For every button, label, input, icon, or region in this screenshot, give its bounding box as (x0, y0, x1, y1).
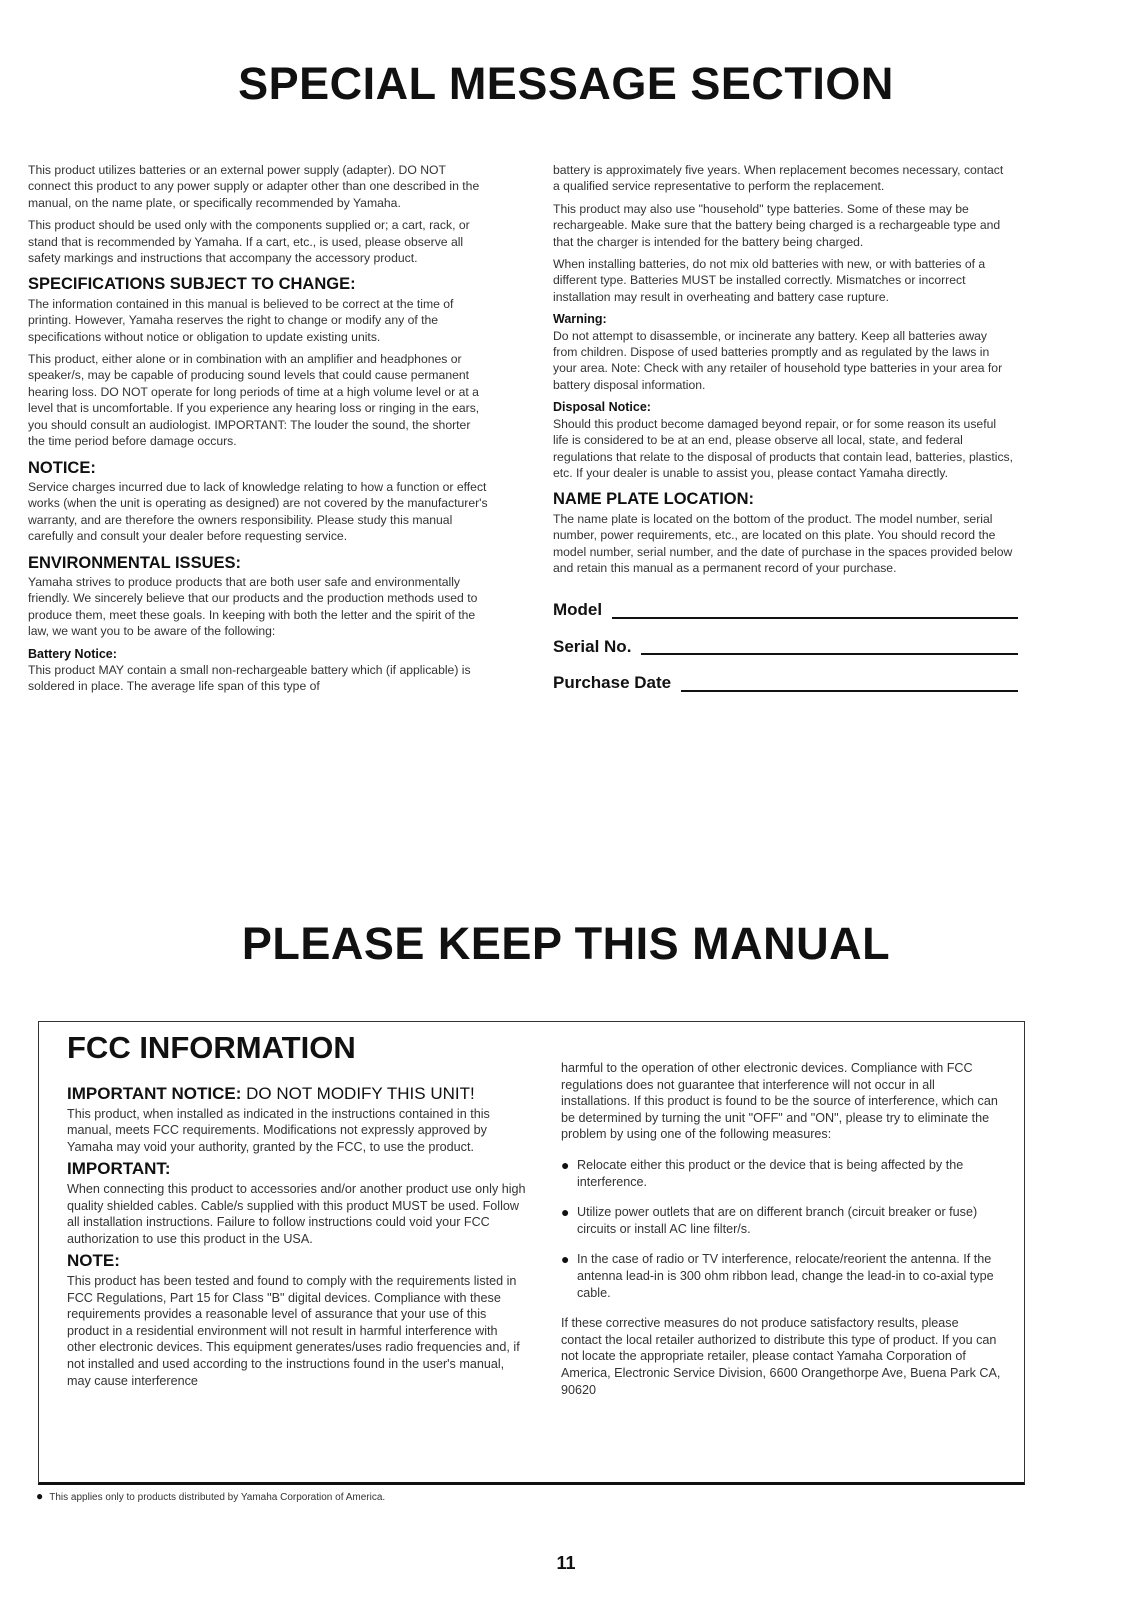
fcc-title: FCC INFORMATION (67, 1030, 356, 1065)
paragraph: battery is approximately five years. When replacement becomes necessary, contact a qualified service representative to perform the replacement. (553, 163, 1004, 194)
section-heading-specifications: SPECIFICATIONS SUBJECT TO CHANGE: (28, 275, 356, 294)
bullet-icon: ● (36, 1489, 44, 1503)
paragraph: Service charges incurred due to lack of knowledge relating to how a function or effect works (when the unit is operating as designed) are not covered by the manufacturer's warranty, and are therefore the owners responsibility. Please study this manual carefully and consult your dealer before requesting service. (28, 479, 488, 544)
left-column (28, 162, 488, 701)
paragraph: When installing batteries, do not mix old batteries with new, or with batteries of a different type. Batteries MUST be installed correctly. Mismatches or incorrect installation may result in overheating and battery case rupture. (553, 257, 986, 304)
list-item-text: Utilize power outlets that are on different branch (circuit breaker or fuse) circuits or install AC line filter/s. (577, 1205, 978, 1236)
purchase-date-blank-line[interactable] (681, 676, 1018, 692)
subheading-warning: Warning: (553, 312, 607, 327)
paragraph: If these corrective measures do not produce satisfactory results, please contact the local retailer authorized to distribute this type of product. If you can not locate the appropriate retailer, please contact Yamaha Corporation of America, Electronic Service Division, 6600 Orangethorpe Ave, Buena Park CA, 90620 (561, 1316, 1001, 1397)
list-item-text: Relocate either this product or the device that is being affected by the interference. (577, 1157, 964, 1189)
model-blank-line[interactable] (612, 603, 1018, 619)
model-field[interactable] (553, 602, 1018, 618)
bullet-icon: ● (561, 1156, 570, 1173)
paragraph: The information contained in this manual is believed to be correct at the time of printing. However, Yamaha reserves the right to change or modify any of the specifications without notice or obligation to update existing units. (28, 296, 454, 344)
paragraph: The name plate is located on the bottom of the product. The model number, serial number, power requirements, etc., are located on this plate. You should record the model number, serial number, and the date of purchase in the spaces provided below and retain this manual as a permanent record of your purchase. (553, 511, 1013, 575)
list-item (561, 1157, 1001, 1190)
model-label: Model (553, 600, 603, 620)
fcc-heading-note: NOTE: (67, 1251, 120, 1271)
right-column (553, 162, 1013, 712)
fcc-information-box (38, 1021, 1025, 1485)
paragraph: This product, when installed as indicated in the instructions contained in this manual, meets FCC requirements. Modifications not expressly approved by Yamaha may void your authority, granted by the FCC, to use the product. (67, 1106, 490, 1154)
paragraph: Do not attempt to disassemble, or incinerate any battery. Keep all batteries away from children. Dispose of used batteries promptly and as regulated by the laws in your area. Note: Check with any retailer of household type batteries in your area for battery disposal information. (553, 328, 1003, 392)
important-notice-text: DO NOT MODIFY THIS UNIT! (241, 1084, 475, 1103)
section-heading-environmental: ENVIRONMENTAL ISSUES: (28, 553, 241, 572)
bullet-icon: ● (561, 1204, 570, 1221)
paragraph: Yamaha strives to produce products that are both user safe and environmentally friendly. We sincerely believe that our products and the production methods used to produce them, meet these goals. In keeping with both the letter and the spirit of the law, we want you to be aware of the following: (28, 574, 478, 639)
record-fields (553, 602, 1018, 691)
paragraph: This product may also use "household" type batteries. Some of these may be rechargeable. Make sure that the battery being charged is a rechargeable type and that the charger is intended for the battery being charged. (553, 201, 1001, 249)
purchase-date-label: Purchase Date (553, 673, 672, 693)
paragraph: This product should be used only with the components supplied or; a cart, rack, or stand that is recommended by Yamaha. If a cart, etc., is used, please observe all safety markings and instructions that accompany the accessory product. (28, 218, 470, 266)
footnote (36, 1489, 385, 1503)
subheading-disposal-notice: Disposal Notice: (553, 400, 651, 415)
paragraph: This product, either alone or in combination with an amplifier and headphones or speaker/s, may be capable of producing sound levels that could cause permanent hearing loss. DO NOT operate for long periods of time at a high volume level or at a level that is uncomfortable. If you experience any hearing loss or ringing in the ears, you should consult an audiologist. IMPORTANT: The louder the sound, the shorter the time period before damage occurs. (28, 352, 480, 449)
purchase-date-field[interactable] (553, 675, 1018, 691)
important-notice-label: IMPORTANT NOTICE: (67, 1084, 242, 1103)
fcc-heading-important: IMPORTANT: (67, 1159, 171, 1179)
paragraph: When connecting this product to accessories and/or another product use only high quality shielded cables. Cable/s supplied with this product MUST be used. Follow all installation instructions. Failure to follow instructions could void your FCC authorization to use this product in the USA. (67, 1181, 526, 1246)
paragraph: This product has been tested and found to comply with the requirements listed in FCC Regulations, Part 15 for Class "B" digital devices. Compliance with these requirements provides a reasonable level of assurance that your use of this product in a residential environment will not result in harmful interference with other electronic devices. This equipment generates/uses radio frequencies and, if not installed and used according to the instructions found in the user's manual, may cause interference (67, 1273, 520, 1388)
page-number: 11 (556, 1553, 576, 1573)
paragraph: This product utilizes batteries or an external power supply (adapter). DO NOT connect this product to any power supply or adapter other than one described in the manual, on the name plate, or specifically recommended by Yamaha. (28, 163, 480, 210)
list-item (561, 1251, 1001, 1301)
paragraph: This product MAY contain a small non-rechargeable battery which (if applicable) is soldered in place. The average life span of this type of (28, 662, 471, 694)
measures-list (561, 1157, 1001, 1301)
fcc-right-column (561, 1060, 1001, 1404)
keep-manual-title: PLEASE KEEP THIS MANUAL (241, 918, 891, 969)
footnote-text: This applies only to products distributed by Yamaha Corporation of America. (49, 1492, 386, 1503)
section-heading-name-plate: NAME PLATE LOCATION: (553, 490, 755, 509)
section-heading-notice: NOTICE: (28, 458, 96, 477)
fcc-heading-important-notice (67, 1086, 527, 1103)
subheading-battery-notice: Battery Notice: (28, 646, 117, 661)
fcc-left-column (67, 1080, 527, 1395)
paragraph: harmful to the operation of other electronic devices. Compliance with FCC regulations does not guarantee that interference will not occur in all installations. If this product is found to be the source of interference, which can be determined by turning the unit "OFF" and "ON", please try to eliminate the problem by using one of the following measures: (561, 1061, 998, 1142)
serial-number-label: Serial No. (553, 636, 632, 656)
page-title: SPECIAL MESSAGE SECTION (238, 58, 894, 109)
bullet-icon: ● (561, 1251, 570, 1268)
serial-number-blank-line[interactable] (641, 639, 1018, 655)
list-item-text: In the case of radio or TV interference, relocate/reorient the antenna. If the antenna lead-in is 300 ohm ribbon lead, change the lead-in to co-axial type cable. (577, 1252, 994, 1300)
paragraph: Should this product become damaged beyond repair, or for some reason its useful life is considered to be at an end, please observe all local, state, and federal regulations that relate to the disposal of products that contain lead, batteries, plastics, etc. If your dealer is unable to assist you, please contact Yamaha directly. (553, 416, 1014, 480)
list-item (561, 1204, 1001, 1237)
serial-number-field[interactable] (553, 636, 1018, 656)
